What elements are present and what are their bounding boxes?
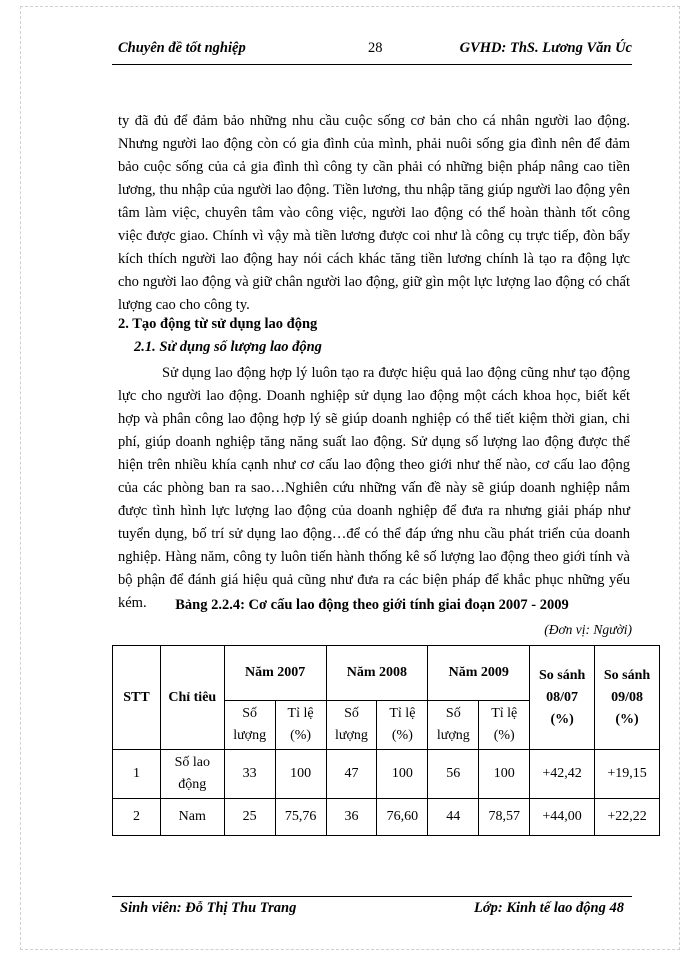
table-row — [113, 750, 660, 799]
cell-sl-2009: 44 — [428, 799, 479, 836]
page-number: 28 — [368, 40, 383, 56]
header-compare-0807: So sánh 08/07 (%) — [530, 646, 595, 750]
header-compare-0908: So sánh 09/08 (%) — [595, 646, 660, 750]
cell-stt: 1 — [113, 750, 161, 799]
header-stt: STT — [113, 646, 161, 750]
header-year-2008: Năm 2008 — [326, 646, 428, 701]
subheader-quantity: Số lượng — [326, 701, 377, 750]
cell-tl-2007: 100 — [275, 750, 326, 799]
subheader-quantity: Số lượng — [224, 701, 275, 750]
subsection-heading: 2.1. Sử dụng số lượng lao động — [134, 339, 322, 355]
table-caption: Bảng 2.2.4: Cơ cấu lao động theo giới tính giai đoạn 2007 - 2009 — [175, 597, 569, 613]
page-footer — [112, 900, 632, 922]
cell-sl-2009: 56 — [428, 750, 479, 799]
labor-structure-table — [112, 645, 660, 836]
header-year-2007: Năm 2007 — [224, 646, 326, 701]
cell-compare-0807: +44,00 — [530, 799, 595, 836]
cell-stt: 2 — [113, 799, 161, 836]
table-row — [113, 799, 660, 836]
header-topic: Chuyên đề tốt nghiệp — [118, 40, 246, 56]
subheader-ratio: Tỉ lệ (%) — [479, 701, 530, 750]
section-heading: 2. Tạo động từ sử dụng lao động — [118, 316, 318, 332]
subheader-ratio: Tỉ lệ (%) — [275, 701, 326, 750]
cell-tl-2009: 78,57 — [479, 799, 530, 836]
cell-sl-2008: 36 — [326, 799, 377, 836]
cell-tl-2008: 76,60 — [377, 799, 428, 836]
cell-tl-2007: 75,76 — [275, 799, 326, 836]
subheader-ratio: Tỉ lệ (%) — [377, 701, 428, 750]
page-header — [112, 40, 632, 62]
footer-rule — [112, 896, 632, 897]
table-header-row — [113, 646, 660, 701]
cell-chi-tieu: Nam — [160, 799, 224, 836]
cell-compare-0908: +22,22 — [595, 799, 660, 836]
paragraph-labor-usage: Sử dụng lao động hợp lý luôn tạo ra được hiệu quả lao động cũng như tạo động lực cho người lao động. Doanh nghiệp sử dụng lao động một cách khoa học, biết kết hợp và phân công lao động hợp lý sẽ giúp doanh nghiệp có thể tiết kiệm thời gian, chi phí, giúp doanh nghiệp tăng năng suất lao động. Sử dụng số lượng lao động được thể hiện trên nhiều khía cạnh như cơ cấu lao động theo giới như thế nào, cơ cấu lao động của các phòng ban ra sao…Nghiên cứu những vấn đề này sẽ giúp doanh nghiệp nắm được tình hình lực lượng lao động của doanh nghiệp để đưa ra nhưng giải pháp như tuyển dụng, bố trí sử dụng lao động…để có thể đáp ứng nhu cầu phát triển của doanh nghiệp. Hàng năm, công ty luôn tiến hành thống kê số lượng lao động theo giới tính và bộ phận để đánh giá hiệu quả cũng như đưa ra các biện pháp để khắc phục những yếu kém. — [118, 365, 630, 611]
paragraph-salary: ty đã đủ để đảm bảo những nhu cầu cuộc sống cơ bản cho cá nhân người lao động. Nhưng người lao động còn có gia đình của mình, phải nuôi sống gia đình nên để đảm bảo cuộc sống của cả gia đình thì công ty cần phải có những biện pháp nâng cao tiền lương, thu nhập của người lao động. Tiền lương, thu nhập tăng giúp người lao động yên tâm làm việc, chuyên tâm vào công việc, người lao động có thể hoàn thành tốt công việc được giao. Chính vì vậy mà tiền lương được coi như là công cụ trực tiếp, đòn bẩy kích thích người lao động hay nói cách khác tăng tiền lương chính là tạo ra động lực cho người lao động và giữ chân người lao động, giữ gìn một lực lượng lao động có chất lượng cao cho công ty. — [118, 113, 630, 313]
cell-compare-0908: +19,15 — [595, 750, 660, 799]
footer-class: Lớp: Kinh tế lao động 48 — [474, 900, 624, 916]
header-advisor: GVHD: ThS. Lương Văn Úc — [459, 40, 632, 56]
header-chi-tieu: Chỉ tiêu — [160, 646, 224, 750]
cell-tl-2009: 100 — [479, 750, 530, 799]
cell-compare-0807: +42,42 — [530, 750, 595, 799]
table-unit: (Đơn vị: Người) — [544, 622, 632, 637]
cell-sl-2008: 47 — [326, 750, 377, 799]
cell-chi-tieu: Số lao động — [160, 750, 224, 799]
header-rule — [112, 64, 632, 65]
cell-sl-2007: 33 — [224, 750, 275, 799]
cell-tl-2008: 100 — [377, 750, 428, 799]
cell-sl-2007: 25 — [224, 799, 275, 836]
header-year-2009: Năm 2009 — [428, 646, 530, 701]
subheader-quantity: Số lượng — [428, 701, 479, 750]
footer-student: Sinh viên: Đỗ Thị Thu Trang — [120, 900, 297, 916]
